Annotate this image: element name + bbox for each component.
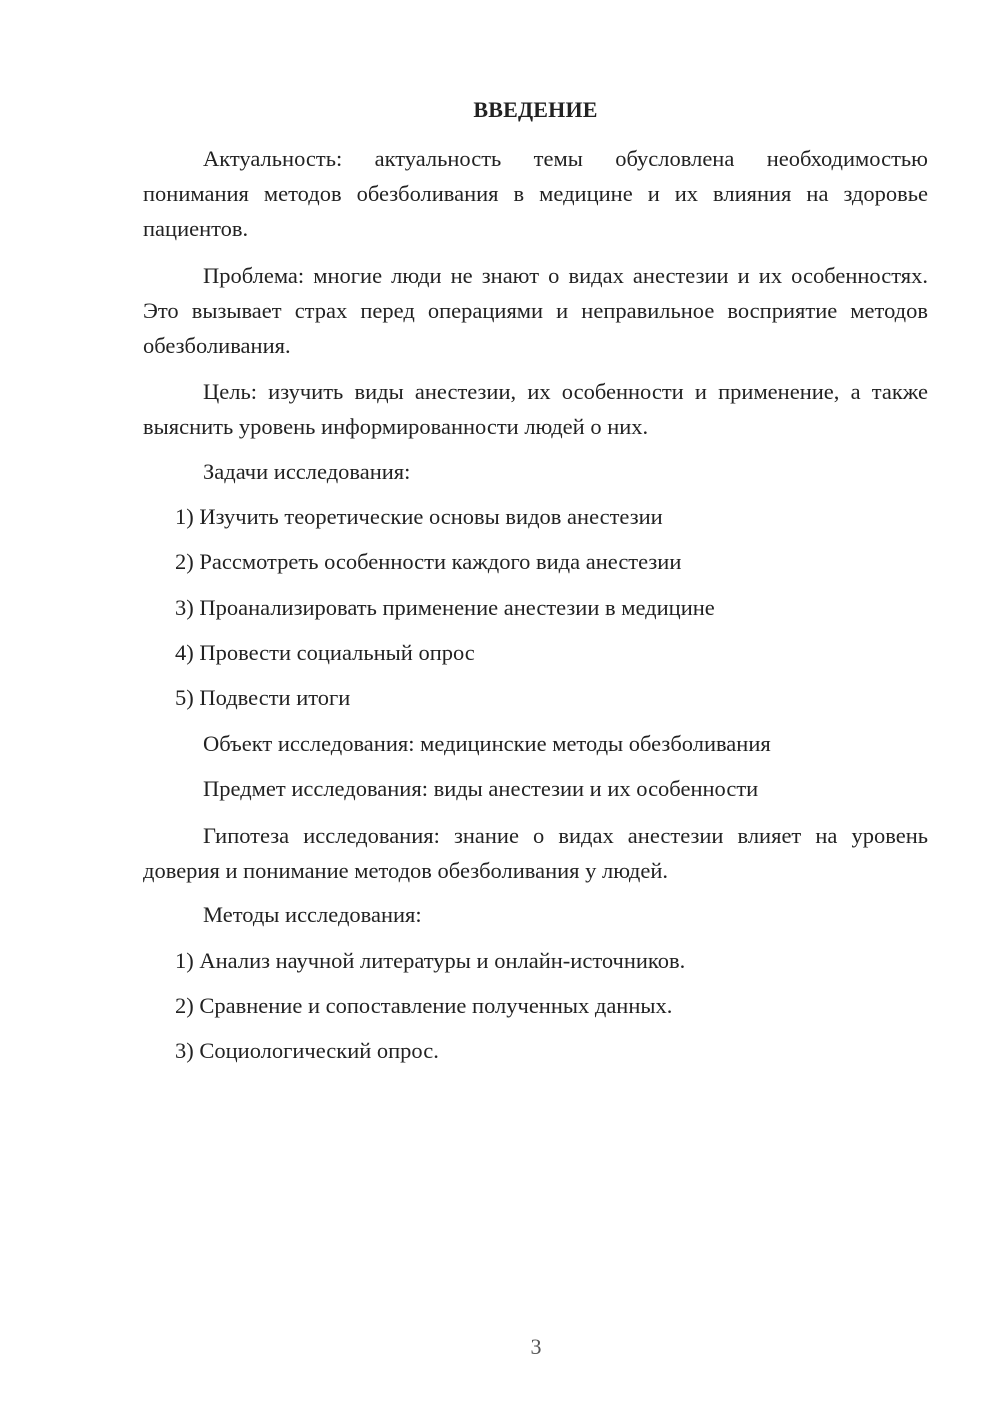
problem-paragraph: Проблема: многие люди не знают о видах анестезии и их особенностях. Это вызывает страх перед операциями и неправильное восприятие методов обезболивания. xyxy=(143,263,928,358)
page-number: 3 xyxy=(530,1334,542,1359)
task-item: 2) Рассмотреть особенности каждого вида анестезии xyxy=(175,549,682,574)
task-item: 1) Изучить теоретические основы видов анестезии xyxy=(175,504,663,529)
task-item: 4) Провести социальный опрос xyxy=(175,640,475,665)
task-item: 5) Подвести итоги xyxy=(175,685,351,710)
hypothesis-paragraph: Гипотеза исследования: знание о видах анестезии влияет на уровень доверия и понимание методов обезболивания у людей. xyxy=(143,823,928,883)
methods-heading: Методы исследования: xyxy=(203,902,422,927)
research-subject: Предмет исследования: виды анестезии и их особенности xyxy=(203,776,759,801)
method-item: 3) Социологический опрос. xyxy=(175,1038,439,1063)
research-object: Объект исследования: медицинские методы обезболивания xyxy=(203,731,771,756)
page-title: ВВЕДЕНИЕ xyxy=(473,97,598,122)
relevance-paragraph: Актуальность: актуальность темы обусловлена необходимостью понимания методов обезболивания в медицине и их влияния на здоровье пациентов. xyxy=(143,146,928,241)
tasks-heading: Задачи исследования: xyxy=(203,459,411,484)
method-item: 2) Сравнение и сопоставление полученных данных. xyxy=(175,993,673,1018)
goal-paragraph: Цель: изучить виды анестезии, их особенности и применение, а также выяснить уровень информированности людей о них. xyxy=(143,379,928,439)
method-item: 1) Анализ научной литературы и онлайн-источников. xyxy=(175,948,686,973)
task-item: 3) Проанализировать применение анестезии в медицине xyxy=(175,595,715,620)
